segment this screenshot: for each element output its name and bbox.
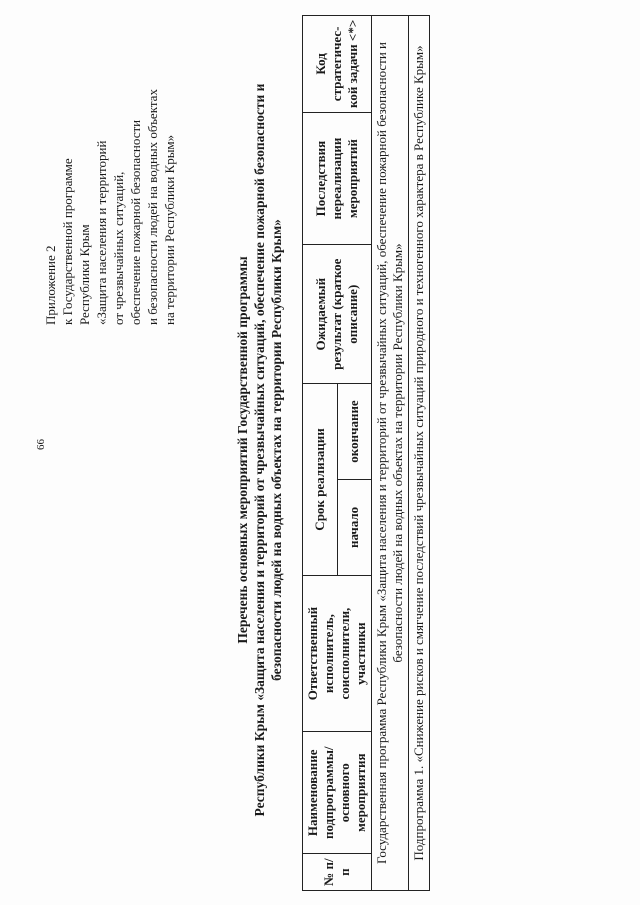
appendix-block	[42, 25, 178, 325]
table-row	[409, 16, 430, 891]
page-number: 66	[35, 439, 47, 450]
document-title	[234, 15, 285, 885]
subprogram-row: Подпрограмма 1. «Снижение рисков и смягчение последствий чрезвычайных ситуаций природного и техногенного характера в Республике Крым»	[409, 16, 430, 891]
header-end: окончание	[337, 384, 372, 480]
header-code: Код стратегичес-кой задачи <*>	[303, 16, 372, 113]
title-line: безопасности людей на водных объектах на территории Республики Крым»	[269, 219, 284, 681]
header-start: начало	[337, 479, 372, 575]
title-line: Республики Крым «Защита населения и территорий от чрезвычайных ситуаций, обеспечение пожарной безопасности и	[252, 83, 267, 817]
header-responsible: Ответственный исполнитель, соисполнители, участники	[303, 575, 372, 731]
appendix-line: обеспечение пожарной безопасности	[128, 119, 143, 325]
header-result: Ожидаемый результат (краткое описание)	[303, 245, 372, 384]
header-period: Срок реализации	[303, 384, 338, 576]
title-line: Перечень основных мероприятий Государственной программы	[235, 256, 250, 644]
appendix-line: и безопасности людей на водных объектах	[145, 89, 160, 325]
program-row: Государственная программа Республики Крым «Защита населения и территорий от чрезвычайных ситуаций, обеспечение пожарной безопасности и безопасности людей на водных объектах на территории Республики Крым»	[372, 16, 409, 891]
header-name: Наименование подпрограммы/ основного мероприятия	[303, 732, 372, 854]
appendix-line: от чрезвычайных ситуаций,	[111, 171, 126, 325]
table-row	[372, 16, 409, 891]
appendix-line: Республики Крым	[77, 224, 92, 325]
appendix-line: на территории Республики Крым»	[162, 134, 177, 325]
appendix-line: Приложение 2	[43, 245, 58, 325]
table-header-row	[303, 16, 338, 891]
header-num: № п/п	[303, 854, 372, 891]
appendix-line: к Государственной программе	[60, 158, 75, 325]
appendix-line: «Защита населения и территорий	[94, 140, 109, 325]
activities-table	[302, 15, 430, 891]
header-consequences: Последствия нереализации мероприятий	[303, 112, 372, 245]
